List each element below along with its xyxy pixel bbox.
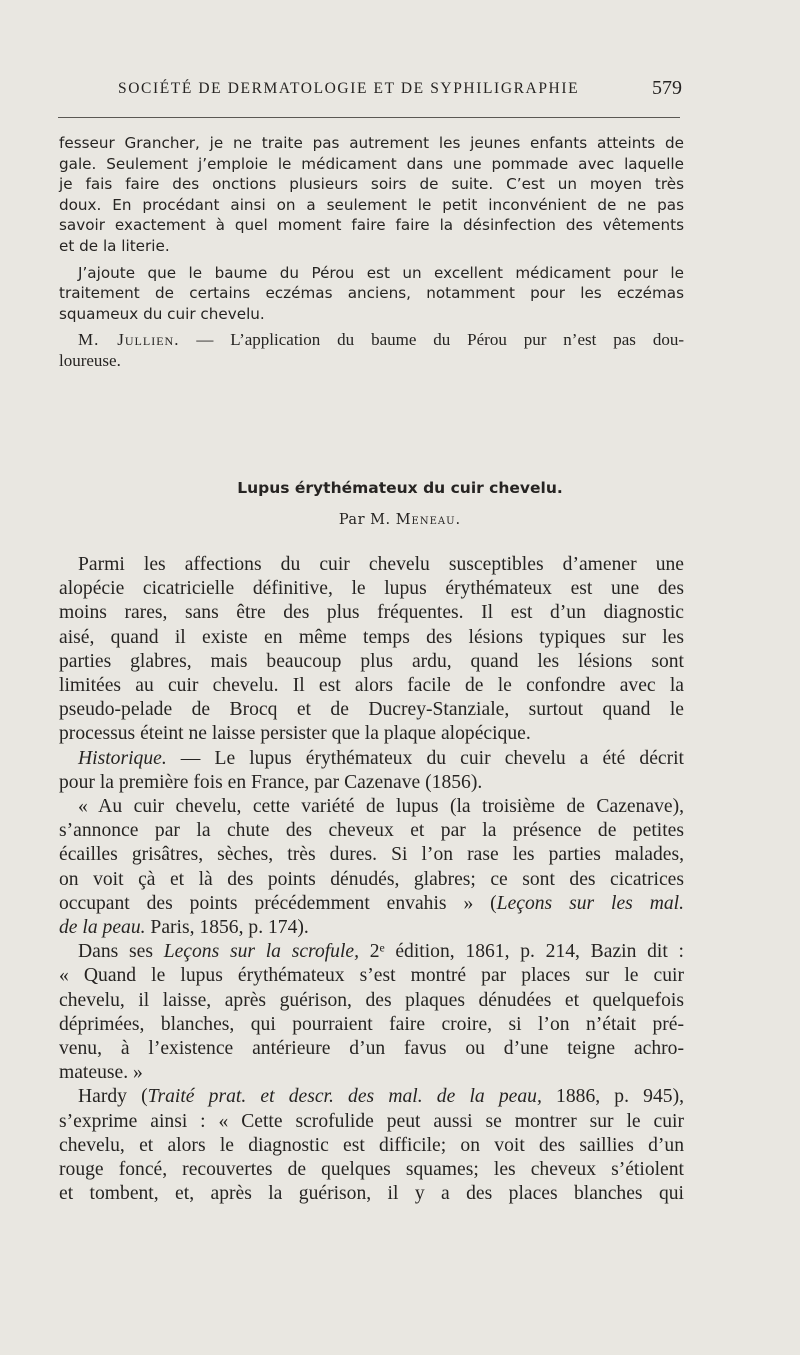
paragraph: [59, 868, 684, 892]
article-byline: [0, 512, 800, 528]
byline-author: Meneau.: [395, 512, 462, 528]
paragraph: [59, 771, 684, 795]
page-number: 579: [652, 77, 682, 99]
paragraph: [59, 195, 684, 216]
text-line: je fais faire des onctions plusieurs soirs de suite. C’est un moyen très: [59, 175, 684, 194]
paragraph: [59, 283, 684, 304]
text-line: gale. Seulement j’emploie le médicament dans une pommade avec laquelle: [59, 154, 684, 173]
text-line: parties glabres, mais beaucoup plus ardu, quand les lésions sont: [59, 650, 684, 672]
text-line: s’annonce par la chute des cheveux et par la présence de petites: [59, 820, 684, 842]
paragraph: [59, 989, 684, 1013]
paragraph: [59, 892, 684, 916]
text-span: occupant des points précédemment envahis » (: [59, 892, 497, 914]
speaker-name: M. Jullien.: [78, 330, 180, 350]
text-line: loureuse.: [59, 350, 121, 370]
text-line: on voit çà et là des points dénudés, glabres; ce sont des cicatrices: [59, 868, 684, 890]
text-span: — Le lupus érythémateux du cuir chevelu a été décrit: [166, 747, 684, 769]
paragraph: [59, 330, 684, 351]
text-line: alopécie cicatricielle définitive, le lupus érythémateux est une des: [59, 578, 684, 600]
paragraph: [59, 626, 684, 650]
paragraph: [59, 1013, 684, 1037]
paragraph: [59, 553, 684, 577]
paragraph: [59, 747, 684, 771]
text-span: — L’application du baume du Pérou pur n’est pas dou-: [179, 330, 684, 350]
text-line: venu, à l’existence antérieure d’un favus ou d’une teigne achro-: [59, 1038, 684, 1060]
paragraph: [59, 698, 684, 722]
paragraph: [59, 1158, 684, 1182]
text-line: moins rares, sans être des plus fréquentes. Il est d’un diagnostic: [59, 602, 684, 624]
text-line: déprimées, blanches, qui pourraient faire croire, si l’on n’était pré-: [59, 1013, 684, 1035]
text-line: s’exprime ainsi : « Cette scrofulide peut aussi se montrer sur le cuir: [59, 1110, 684, 1132]
paragraph: [59, 133, 684, 154]
discussion-text: [59, 133, 684, 372]
text-line: chevelu, il laisse, après guérison, des plaques dénudées et quelquefois: [59, 989, 684, 1011]
text-span: Paris, 1856, p. 174).: [145, 917, 309, 939]
text-span: 1886, p. 945),: [541, 1086, 684, 1108]
text-line: Parmi les affections du cuir chevelu susceptibles d’amener une: [78, 554, 684, 575]
paragraph: [59, 795, 684, 819]
italic-citation: Leçons sur les mal.: [496, 892, 684, 914]
byline-prefix: Par M.: [338, 512, 396, 528]
paragraph: [59, 722, 684, 746]
article-body: [59, 553, 684, 1206]
running-head: SOCIÉTÉ DE DERMATOLOGIE ET DE SYPHILIGRAPHIE: [118, 80, 580, 97]
paragraph: [59, 215, 684, 236]
paragraph: [59, 674, 684, 698]
paragraph: [59, 304, 684, 325]
text-line: mateuse. »: [59, 1062, 143, 1084]
paragraph: [59, 174, 684, 195]
paragraph: [59, 1037, 684, 1061]
paragraph: [59, 650, 684, 674]
paragraph: [59, 263, 684, 284]
text-span: Hardy (: [78, 1086, 148, 1108]
text-line: doux. En procédant ainsi on a seulement le petit inconvénient de ne pas: [59, 195, 684, 214]
italic-citation: de la peau.: [59, 917, 146, 939]
paragraph: [59, 1182, 684, 1206]
header-rule: [58, 117, 680, 118]
paragraph: [59, 819, 684, 843]
paragraph: [59, 843, 684, 867]
paragraph: [59, 236, 684, 257]
paragraph: [59, 916, 684, 940]
text-line: « Quand le lupus érythémateux s’est montré par places sur le cuir: [59, 965, 684, 987]
paragraph: [59, 1061, 684, 1085]
paragraph: [59, 940, 684, 964]
text-line: pseudo-pelade de Brocq et de Ducrey-Stanziale, surtout quand le: [59, 699, 684, 721]
paragraph: [59, 964, 684, 988]
italic-citation: Traité prat. et descr. des mal. de la peau,: [147, 1086, 542, 1108]
paragraph: [59, 1134, 684, 1158]
paragraph: [59, 351, 684, 372]
paragraph: [59, 601, 684, 625]
paragraph: [59, 577, 684, 601]
text-line: écailles grisâtres, sèches, très dures. Si l’on rase les parties malades,: [59, 844, 684, 866]
page-header: [58, 78, 684, 102]
paragraph: [59, 154, 684, 175]
italic-heading: Historique.: [78, 747, 167, 769]
text-line: rouge foncé, recouvertes de quelques squames; les cheveux s’étiolent: [59, 1159, 684, 1181]
text-line: « Au cuir chevelu, cette variété de lupus (la troisième de Cazenave),: [78, 796, 684, 818]
text-line: aisé, quand il existe en même temps des lésions typiques sur les: [59, 626, 684, 648]
paragraph: [59, 1085, 684, 1109]
text-line: savoir exactement à quel moment faire faire la désinfection des vêtements: [59, 216, 684, 235]
article-title: Lupus érythémateux du cuir chevelu.: [237, 479, 563, 497]
italic-citation: Leçons sur la scrofule,: [163, 941, 360, 963]
text-line: J’ajoute que le baume du Pérou est un excellent médicament pour le: [78, 263, 684, 282]
paragraph: [59, 1110, 684, 1134]
text-line: fesseur Grancher, je ne traite pas autrement les jeunes enfants atteints de: [59, 134, 684, 152]
text-line: processus éteint ne laisse persister que la plaque alopécique.: [59, 723, 531, 745]
text-line: et de la literie.: [59, 236, 170, 255]
text-span: Dans ses: [78, 941, 164, 963]
text-span: 2ᵉ édition, 1861, p. 214, Bazin dit :: [359, 941, 684, 963]
text-line: traitement de certains eczémas anciens, notamment pour les eczémas: [59, 284, 684, 303]
text-line: squameux du cuir chevelu.: [59, 304, 265, 323]
text-line: et tombent, et, après la guérison, il y a des places blanches qui: [59, 1183, 684, 1205]
text-line: chevelu, et alors le diagnostic est difficile; on voit des saillies d’un: [59, 1134, 684, 1156]
text-line: limitées au cuir chevelu. Il est alors facile de le confondre avec la: [59, 675, 684, 697]
text-line: pour la première fois en France, par Cazenave (1856).: [59, 771, 483, 793]
